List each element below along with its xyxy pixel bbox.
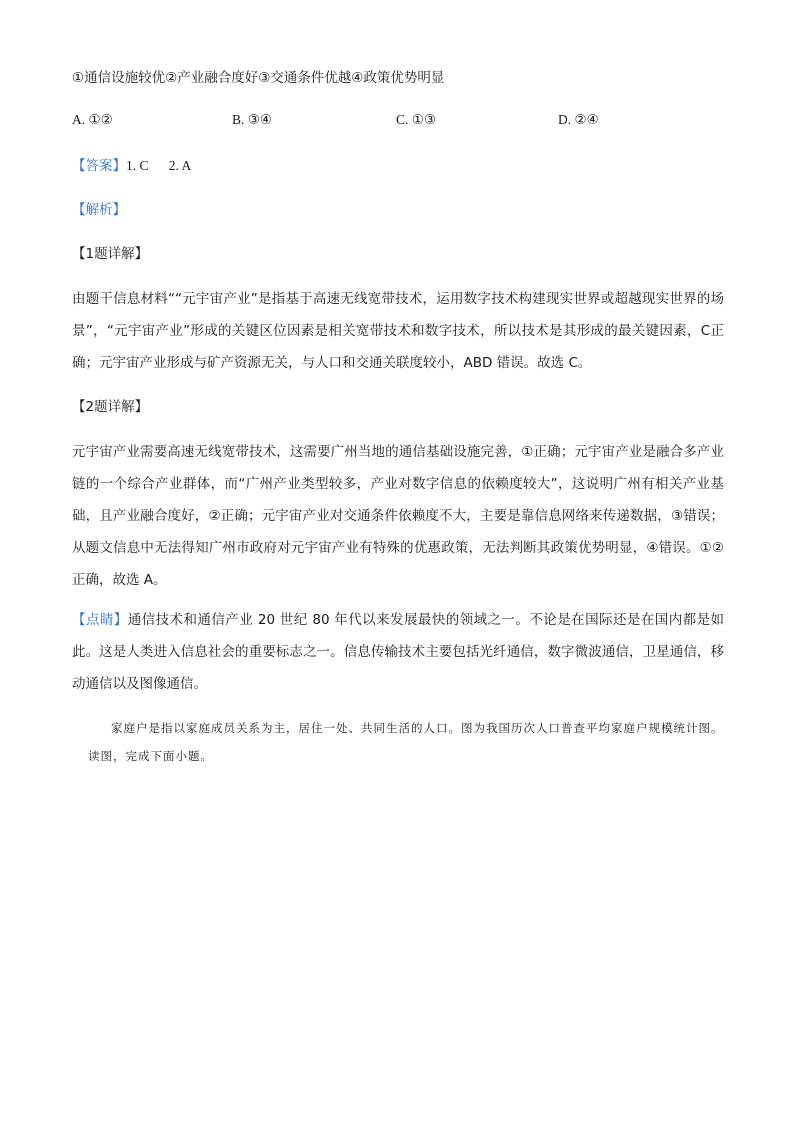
answer-line [72, 156, 191, 176]
question-statements: ①通信设施较优②产业融合度好③交通条件优越④政策优势明显 [72, 70, 445, 86]
dianjing-text: 通信技术和通信产业 20 世纪 80 年代以来发展最快的领域之一。不论是在国际还是在国内都是如此。这是人类进入信息社会的重要标志之一。信息传输技术主要包括光纤通信，数字微波通信，卫星通信，移动通信以及图像通信。 [72, 612, 725, 692]
option-c: C. ①③ [396, 112, 436, 127]
detail2-text: 元宇宙产业需要高速无线宽带技术，这需要广州当地的通信基础设施完善，①正确；元宇宙产业是融合多产业链的一个综合产业群体，而“广州产业类型较多，产业对数字信息的依赖度较大”，这说明广州有相关产业基础，且产业融合度好，②正确；元宇宙产业对交通条件依赖度不大，主要是靠信息网络来传递数据，③错误；从题文信息中无法得知广州市政府对元宇宙产业有特殊的优惠政策，无法判断其政策优势明显，④错误。①②正确，故选 A。 [72, 444, 724, 588]
answer-tag: 【答案】 [72, 158, 126, 174]
next-question-intro: 家庭户是指以家庭成员关系为主，居住一处、共同生活的人口。图为我国历次人口普查平均家庭户规模统计图。读图，完成下面小题。 [88, 721, 724, 763]
detail1-heading: 【1题详解】 [72, 246, 149, 262]
dianjing-tag: 【点睛】 [72, 612, 128, 628]
answer-text: 1. C 2. A [126, 158, 192, 173]
option-a: A. ①② [72, 112, 113, 127]
option-d: D. ②④ [558, 112, 599, 127]
option-b: B. ③④ [232, 112, 272, 127]
detail2-heading: 【2题详解】 [72, 399, 149, 415]
analysis-heading [72, 200, 126, 220]
analysis-tag: 【解析】 [72, 202, 126, 218]
detail1-text: 由题干信息材料““元宇宙产业”是指基于高速无线宽带技术，运用数字技术构建现实世界或超越现实世界的场景”，“元宇宙产业”形成的关键区位因素是相关宽带技术和数字技术，所以技术是其形成的最关键因素，C正确；元宇宙产业形成与矿产资源无关，与人口和交通关联度较小，ABD 错误。故选 C。 [72, 291, 724, 371]
dianjing-paragraph [72, 604, 724, 700]
